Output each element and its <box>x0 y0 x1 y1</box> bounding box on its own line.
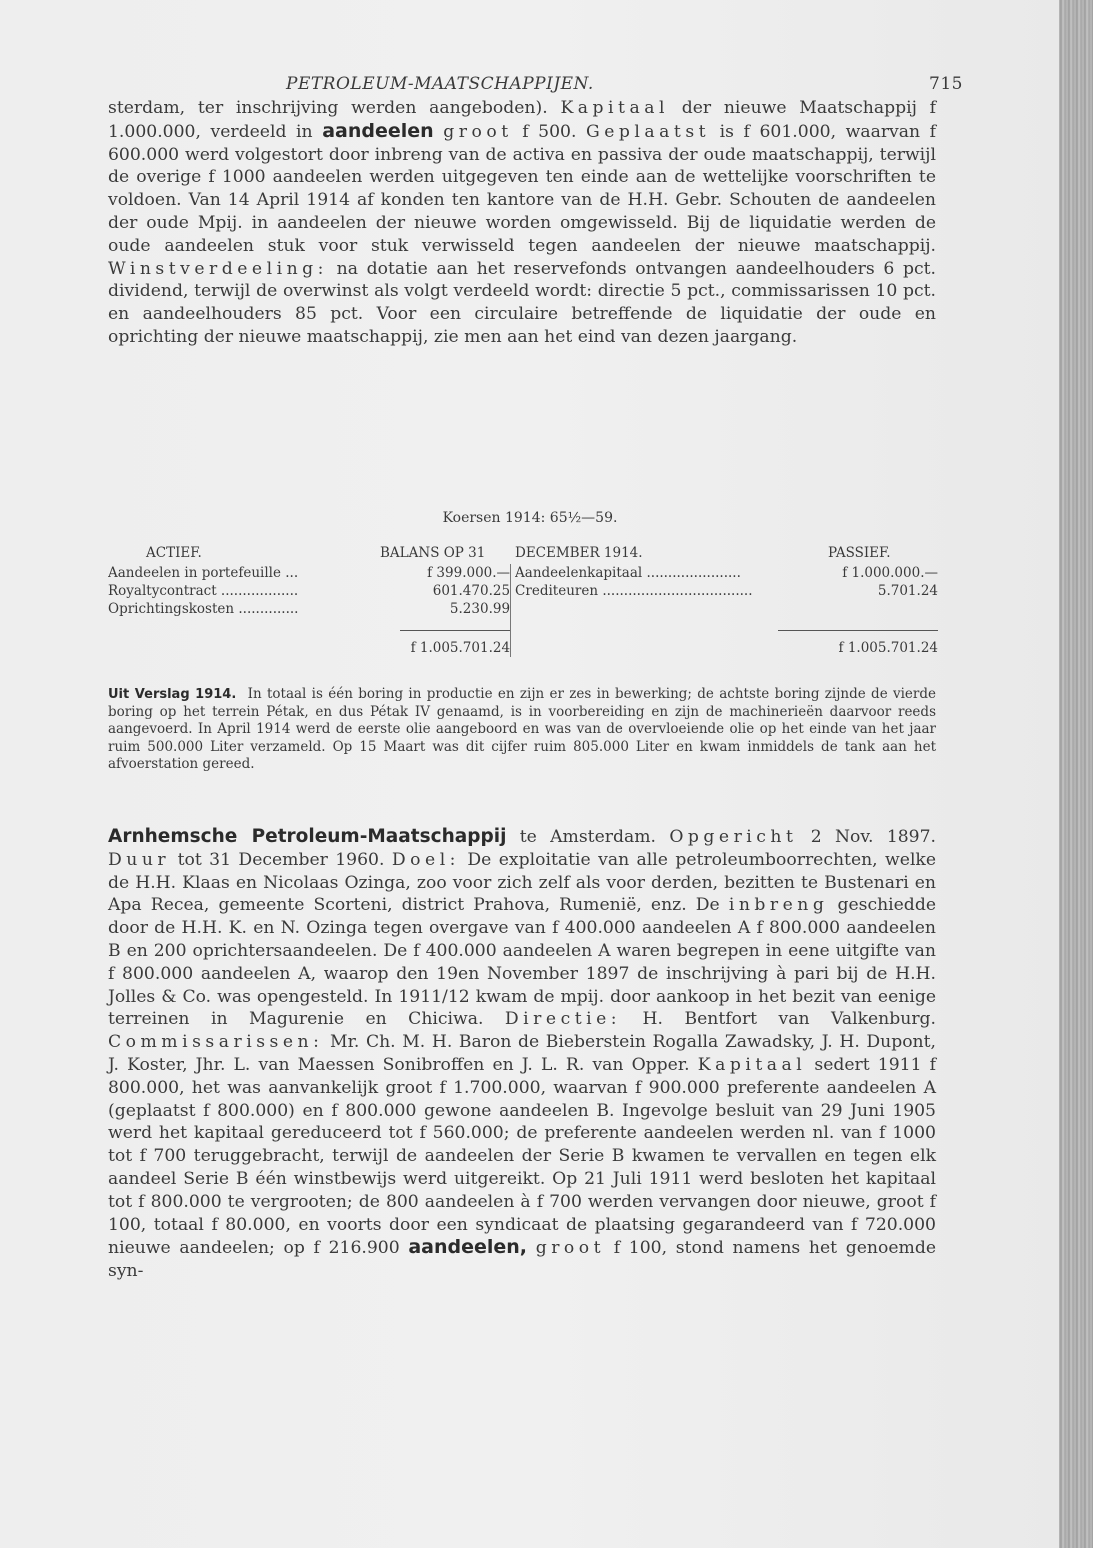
text: H. Bentfort van Valkenburg. <box>642 1009 936 1030</box>
keyword-winstverdeeling: Winstverdeeling: <box>108 258 328 279</box>
table-row <box>108 564 510 582</box>
company-name: Arnhemsche Petroleum-Maatschappij <box>108 826 507 847</box>
keyword-inbreng: inbreng <box>728 895 829 916</box>
keyword-doel: Doel: <box>391 849 460 870</box>
company-entry <box>108 826 936 1283</box>
paragraph-continued <box>108 97 936 349</box>
actief-column <box>108 564 511 657</box>
keyword-geplaatst: Geplaatst <box>586 121 711 142</box>
keyword-aandeelen: aandeelen, <box>408 1236 528 1259</box>
row-label: Aandeelen in portefeuille ... <box>108 565 299 581</box>
table-row <box>108 600 510 618</box>
total-actief: f 1.005.701.24 <box>410 640 511 656</box>
text: f 500. <box>522 121 577 142</box>
row-label: Crediteuren ................................... <box>515 583 753 599</box>
text: tot 31 December 1960. <box>177 849 385 870</box>
row-label: Oprichtingskosten .............. <box>108 601 299 617</box>
row-label: Royaltycontract .................. <box>108 583 299 599</box>
text: De exploitatie van alle petroleumboorrechten, welke de H.H. Klaas en Nicolaas Ozinga, zoo voor zich zelf als voor derden, bezitten te Bustenari en Apa Recea, gemeente Scorteni, district Prahova, Rumenië, enz. De <box>108 849 937 916</box>
row-value: f 399.000.— <box>427 565 511 581</box>
row-value: 5.701.24 <box>877 583 938 599</box>
text: 2 Nov. 1897. <box>810 827 937 847</box>
sum-rule <box>108 630 510 631</box>
keyword-aandeelen: aandeelen <box>322 119 434 142</box>
text: f 100, stond namens het genoemde syn- <box>108 1238 936 1282</box>
page-number: 715 <box>929 74 963 94</box>
actief-header: ACTIEF. <box>146 545 202 561</box>
keyword-opgericht: Opgericht <box>669 827 798 847</box>
text: na dotatie aan het reservefonds ontvangen aandeelhouders 6 pct. dividend, terwijl de overwinst als volgt verdeeld wordt: directie 5 pct., commissarissen 10 pct. en aandeelhouders 85 pct. Voor een circulaire betreffende de liquidatie der oude en oprichting der nieuwe maatschappij, zie men aan het eind van dezen jaargang. <box>108 258 937 347</box>
row-value: 5.230.99 <box>449 601 511 617</box>
text: te Amsterdam. <box>519 827 656 847</box>
verslag-text: In totaal is één boring in productie en zijn er zes in bewerking; de achtste boring zijnde de vierde boring op het terrein Pétak, en dus Pétak IV genaamd, is in voorbereiding en zijn de machinerieën daarvoor reeds aangevoerd. In April 1914 werd de eerste olie aangeboord en was van de overvloeiende olie op het einde van het jaar ruim 500.000 Liter verzameld. Op 15 Maart was dit cijfer ruim 805.000 Liter en kwam inmiddels de tank aan het afvoerstation gereed. <box>108 686 937 773</box>
table-row <box>515 564 938 582</box>
table-row <box>108 582 510 600</box>
verslag-lead: Uit Verslag 1914. <box>108 687 237 702</box>
keyword-kapitaal: Kapitaal <box>697 1054 807 1075</box>
row-value: f 1.000.000.— <box>842 565 938 581</box>
text: sedert 1911 f 800.000, het was aanvankelijk groot f 1.700.000, waarvan f 900.000 preferente aandeelen A (geplaatst f 800.000) en f 800.000 gewone aandeelen B. Ingevolge besluit van 29 Juni 1905 werd het kapitaal gereduceerd tot f 560.000; de preferente aandeelen werden nl. van f 1000 tot f 700 teruggebracht, terwijl de aandeelen der Serie B kwamen te vervallen en tegen elk aandeel Serie B één winstbewijs werd uitgereikt. Op 21 Juli 1911 werd besloten het kapitaal tot f 800.000 te vergrooten; de 800 aandeelen à f 700 werden vervangen door nieuwe, groot f 100, totaal f 80.000, en voorts door een syndicaat de plaatsing gegarandeerd van f 720.000 nieuwe aandeelen; op f 216.900 <box>108 1054 937 1259</box>
text: geschiedde door de H.H. K. en N. Ozinga tegen overgave van f 400.000 aandeelen A f 800.000 aandeelen B en 200 oprichtersaandeelen. De f 400.000 aandeelen A waren begrepen in eene uitgifte van f 800.000 aandeelen A, waarop den 19en November 1897 de inschrijving à pari bij de H.H. Jolles & Co. was opengesteld. In 1911/12 kwam de mpij. door aankoop in het bezit van eenige terreinen in Magurenie en Chiciwa. <box>108 895 936 1030</box>
keyword-groot: groot <box>443 121 513 142</box>
keyword-duur: Duur <box>108 849 171 870</box>
text: is f 601.000, waarvan f 600.000 werd volgestort door inbreng van de activa en passiva der oude maatschappij, terwijl de overige f 1000 aandeelen werden uitgegeven ten einde aan de wettelijke voorschriften te voldoen. Van 14 April 1914 af konden ten kantore van de H.H. Gebr. Schouten de aandeelen der oude Mpij. in aandeelen der nieuwe worden omgewisseld. Bij de liquidatie werden de oude aandeelen stuk voor stuk verwisseld tegen aandeelen der nieuwe maatschappij. <box>108 121 937 256</box>
balans-title-right: DECEMBER 1914. <box>515 545 643 561</box>
running-title: PETROLEUM-MAATSCHAPPIJEN. <box>286 74 594 94</box>
table-row <box>515 582 938 600</box>
sum-rule <box>515 630 938 631</box>
passief-column <box>511 564 938 657</box>
verslag-paragraph <box>108 686 936 774</box>
passief-header: PASSIEF. <box>828 545 891 561</box>
book-binding-edge <box>1059 0 1093 1548</box>
text: sterdam, ter inschrijving werden aangeboden). <box>108 98 548 118</box>
total-passief: f 1.005.701.24 <box>838 640 938 656</box>
text: Mr. Ch. M. H. Baron de Bieberstein Rogalla Zawadsky, J. H. Dupont, J. Koster, Jhr. L. van Maessen Sonibroffen en J. L. R. van Opper. <box>108 1032 937 1075</box>
keyword-directie: Directie: <box>504 1009 622 1030</box>
row-value: 601.470.25 <box>432 583 511 599</box>
balans-title-left: BALANS OP 31 <box>380 545 486 561</box>
keyword-kapitaal: Kapitaal <box>560 98 669 118</box>
keyword-commissarissen: Commissarissen: <box>108 1032 324 1053</box>
balance-sheet <box>108 544 938 657</box>
text: der nieuwe Maatschappij f 1.000.000, verdeeld in <box>108 98 937 142</box>
keyword-groot: groot <box>535 1238 606 1259</box>
row-label: Aandeelenkapitaal ...................... <box>515 565 741 581</box>
koersen-line: Koersen 1914: 65½—59. <box>442 510 618 526</box>
